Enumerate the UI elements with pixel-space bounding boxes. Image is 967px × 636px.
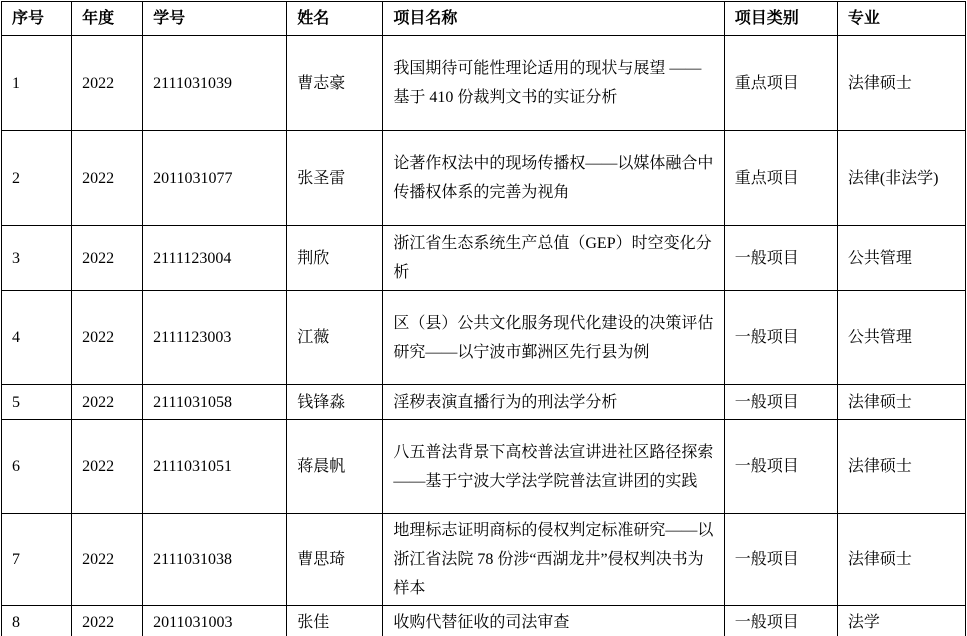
header-year: 年度	[72, 2, 143, 36]
header-name: 姓名	[287, 2, 383, 36]
cell-name: 曹思琦	[287, 514, 383, 606]
cell-student-id: 2111123003	[143, 291, 287, 385]
cell-year: 2022	[72, 291, 143, 385]
cell-student-id: 2111031038	[143, 514, 287, 606]
cell-name: 蒋晨帆	[287, 420, 383, 514]
table-row	[2, 606, 966, 636]
cell-name: 张圣雷	[287, 131, 383, 226]
cell-student-id: 2111031039	[143, 36, 287, 131]
cell-category: 一般项目	[724, 606, 837, 636]
cell-student-id: 2011031077	[143, 131, 287, 226]
cell-category: 一般项目	[724, 226, 837, 291]
table-row	[2, 420, 966, 514]
cell-project-title: 淫秽表演直播行为的刑法学分析	[383, 385, 724, 420]
header-category: 项目类别	[724, 2, 837, 36]
cell-year: 2022	[72, 606, 143, 636]
cell-seq: 7	[2, 514, 72, 606]
cell-seq: 1	[2, 36, 72, 131]
cell-name: 张佳	[287, 606, 383, 636]
cell-category: 一般项目	[724, 385, 837, 420]
cell-year: 2022	[72, 514, 143, 606]
cell-name: 曹志豪	[287, 36, 383, 131]
cell-category: 一般项目	[724, 420, 837, 514]
cell-student-id: 2011031003	[143, 606, 287, 636]
cell-name: 荆欣	[287, 226, 383, 291]
cell-major: 法律硕士	[837, 420, 965, 514]
cell-category: 重点项目	[724, 131, 837, 226]
table-row	[2, 226, 966, 291]
cell-seq: 2	[2, 131, 72, 226]
cell-project-title: 论著作权法中的现场传播权——以媒体融合中传播权体系的完善为视角	[383, 131, 724, 226]
cell-major: 公共管理	[837, 226, 965, 291]
cell-project-title: 收购代替征收的司法审查	[383, 606, 724, 636]
cell-major: 法律硕士	[837, 385, 965, 420]
cell-major: 法学	[837, 606, 965, 636]
cell-student-id: 2111031051	[143, 420, 287, 514]
table-row	[2, 291, 966, 385]
cell-name: 钱锋淼	[287, 385, 383, 420]
table-header-row	[2, 2, 966, 36]
cell-project-title: 我国期待可能性理论适用的现状与展望 ——基于 410 份裁判文书的实证分析	[383, 36, 724, 131]
cell-major: 公共管理	[837, 291, 965, 385]
cell-seq: 3	[2, 226, 72, 291]
cell-name: 江薇	[287, 291, 383, 385]
cell-major: 法律硕士	[837, 514, 965, 606]
table-row	[2, 36, 966, 131]
cell-major: 法律(非法学)	[837, 131, 965, 226]
cell-project-title: 浙江省生态系统生产总值（GEP）时空变化分析	[383, 226, 724, 291]
projects-table	[1, 1, 966, 636]
table-row	[2, 385, 966, 420]
cell-category: 重点项目	[724, 36, 837, 131]
cell-seq: 8	[2, 606, 72, 636]
cell-major: 法律硕士	[837, 36, 965, 131]
cell-category: 一般项目	[724, 291, 837, 385]
header-major: 专业	[837, 2, 965, 36]
cell-project-title: 区（县）公共文化服务现代化建设的决策评估研究——以宁波市鄞洲区先行县为例	[383, 291, 724, 385]
table-row	[2, 514, 966, 606]
cell-year: 2022	[72, 131, 143, 226]
header-seq: 序号	[2, 2, 72, 36]
table-row	[2, 131, 966, 226]
cell-seq: 4	[2, 291, 72, 385]
cell-project-title: 八五普法背景下高校普法宣讲进社区路径探索——基于宁波大学法学院普法宣讲团的实践	[383, 420, 724, 514]
cell-year: 2022	[72, 226, 143, 291]
cell-project-title: 地理标志证明商标的侵权判定标准研究——以浙江省法院 78 份涉“西湖龙井”侵权判决书为样本	[383, 514, 724, 606]
cell-year: 2022	[72, 385, 143, 420]
header-project-title: 项目名称	[383, 2, 724, 36]
cell-year: 2022	[72, 420, 143, 514]
cell-student-id: 2111031058	[143, 385, 287, 420]
cell-seq: 6	[2, 420, 72, 514]
cell-category: 一般项目	[724, 514, 837, 606]
cell-year: 2022	[72, 36, 143, 131]
header-student-id: 学号	[143, 2, 287, 36]
cell-seq: 5	[2, 385, 72, 420]
cell-student-id: 2111123004	[143, 226, 287, 291]
